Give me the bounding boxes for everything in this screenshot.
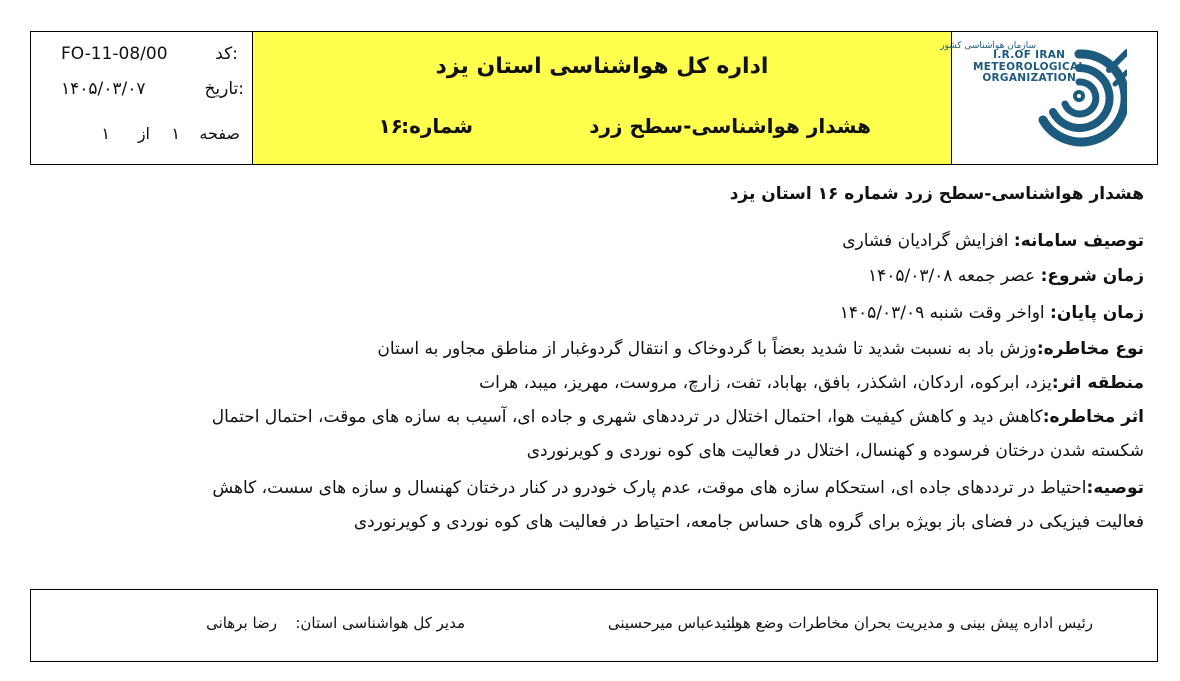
- system-row: [842, 231, 1144, 251]
- forecast-head-name: سیدعباس میرحسینی: [607, 614, 739, 632]
- director-name: رضا برهانی: [206, 614, 277, 632]
- page-label: صفحه: [199, 124, 240, 143]
- document-title: هشدار هواشناسی-سطح زرد شماره ۱۶ استان یزد: [729, 184, 1144, 204]
- code-label: کد:: [215, 44, 238, 64]
- advice-row-2: [354, 512, 1144, 532]
- hazard-value: وزش باد به نسبت شدید تا شدید بعضاً با گردوخاک و انتقال گردوغبار از مناطق مجاور به استان: [377, 339, 1037, 359]
- director-label: مدیر کل هواشناسی استان:: [295, 614, 465, 632]
- area-value: یزد، ابرکوه، اردکان، اشکذر، بافق، بهاباد، تفت، زارچ، مروست، مهریز، میبد، هرات: [479, 373, 1052, 393]
- start-value: عصر جمعه ۱۴۰۵/۰۳/۰۸: [867, 266, 1036, 286]
- warning-title: هشدار هواشناسی-سطح زرد: [589, 114, 871, 138]
- start-row: [868, 266, 1144, 286]
- start-label: زمان شروع:: [1040, 266, 1144, 286]
- forecast-head-label: رئیس اداره پیش بینی و مدیریت بحران مخاطرات وضع هوا:: [725, 614, 1093, 632]
- hazard-label: نوع مخاطره:: [1036, 339, 1144, 359]
- end-row: [840, 303, 1144, 323]
- system-value: افزایش گرادیان فشاری: [842, 231, 1009, 251]
- end-value: اواخر وقت شنبه ۱۴۰۵/۰۳/۰۹: [839, 303, 1045, 323]
- advice-value-1: احتیاط در ترددهای جاده ای، استحکام سازه های موقت، عدم پارک خودرو در کنار درختان کهنسال و سازه های سست، کاهش: [212, 478, 1087, 498]
- logo-line-2: METEOROLOGICAL: [973, 60, 1086, 73]
- advice-row-1: [212, 478, 1144, 498]
- system-label: توصیف سامانه:: [1013, 231, 1144, 251]
- logo-box: [940, 32, 1157, 164]
- effect-value-1: کاهش دید و کاهش کیفیت هوا، احتمال اختلال در ترددهای شهری و جاده ای، آسیب به سازه های موقت، احتمال احتمال: [211, 407, 1043, 427]
- effect-row-1: [212, 407, 1144, 427]
- signature-footer: [30, 589, 1158, 662]
- code-value: FO-11-08/00: [61, 44, 168, 64]
- effect-row-2: [527, 441, 1144, 461]
- area-row: [479, 373, 1144, 393]
- page-total: ۱: [101, 124, 110, 143]
- document-header: [30, 31, 1158, 165]
- document-meta-box: [31, 32, 253, 164]
- effect-value-2: شکسته شدن درختان فرسوده و کهنسال، اختلال در فعالیت های کوه نوردی و کویرنوردی: [526, 441, 1144, 461]
- end-label: زمان پایان:: [1050, 303, 1144, 323]
- title-band: [253, 32, 952, 164]
- hazard-row: [377, 339, 1144, 359]
- logo-persian-text: سازمان هواشناسی کشور: [940, 41, 1036, 51]
- logo-line-1: I.R.OF IRAN: [993, 49, 1066, 61]
- effect-label: اثر مخاطره:: [1042, 407, 1144, 427]
- meteorological-logo-icon: [1031, 42, 1127, 152]
- organization-title: اداره کل هواشناسی استان یزد: [435, 54, 769, 79]
- page-of: از: [137, 124, 150, 143]
- area-label: منطقه اثر:: [1051, 373, 1144, 393]
- warning-number: ۱۶: [378, 114, 403, 138]
- advice-value-2: فعالیت فیزیکی در فضای باز بویژه برای گروه های حساس جامعه، احتیاط در فعالیت های کوه نوردی و کویرنوردی: [353, 512, 1144, 532]
- page-current: ۱: [171, 124, 180, 143]
- warning-number-label: شماره:: [401, 114, 473, 138]
- logo-line-3: ORGANIZATION: [982, 72, 1077, 84]
- date-value: ۱۴۰۵/۰۳/۰۷: [61, 79, 146, 99]
- advice-label: توصیه:: [1086, 478, 1144, 498]
- date-label: تاریخ:: [204, 79, 244, 99]
